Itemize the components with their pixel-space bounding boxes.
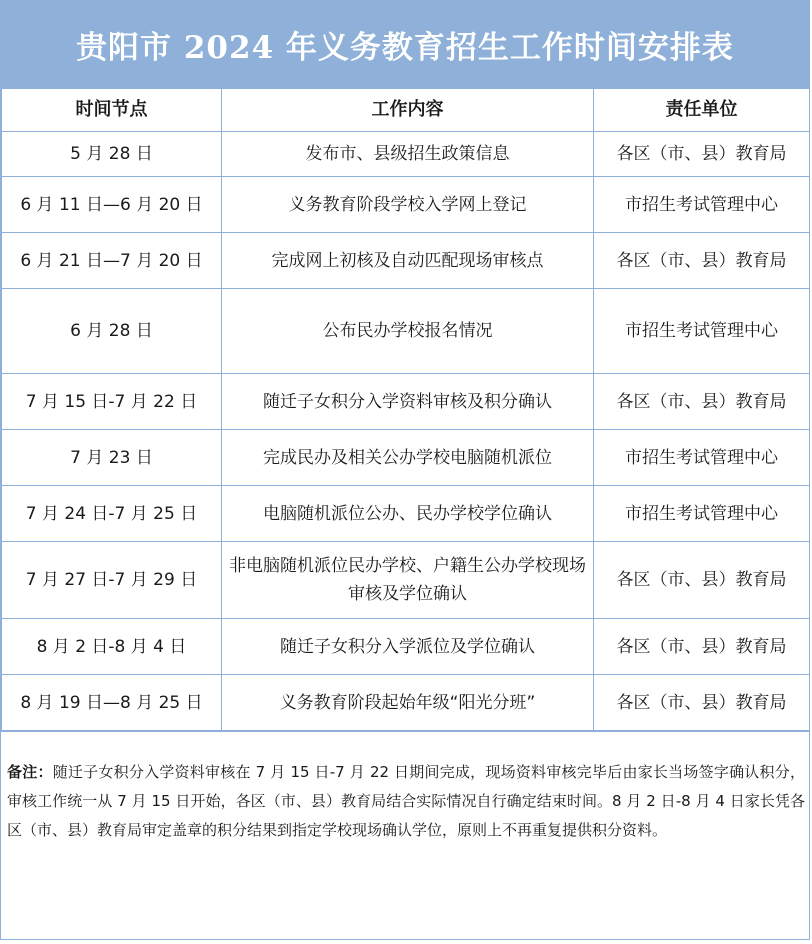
table-row <box>2 542 810 619</box>
cell-content: 完成民办及相关公办学校电脑随机派位 <box>222 430 594 486</box>
cell-time: 5 月 28 日 <box>2 132 222 177</box>
cell-time: 7 月 23 日 <box>2 430 222 486</box>
cell-content: 发布市、县级招生政策信息 <box>222 132 594 177</box>
table-header-row <box>2 89 810 132</box>
cell-unit: 市招生考试管理中心 <box>594 486 810 542</box>
cell-unit: 各区（市、县）教育局 <box>594 132 810 177</box>
cell-unit: 各区（市、县）教育局 <box>594 374 810 430</box>
table-row <box>2 132 810 177</box>
table-row <box>2 430 810 486</box>
table-row <box>2 374 810 430</box>
cell-time: 6 月 21 日—7 月 20 日 <box>2 233 222 289</box>
header-time: 时间节点 <box>2 89 222 132</box>
cell-content: 义务教育阶段起始年级“阳光分班” <box>222 675 594 731</box>
cell-unit: 各区（市、县）教育局 <box>594 542 810 619</box>
cell-content: 公布民办学校报名情况 <box>222 289 594 374</box>
cell-time: 7 月 24 日-7 月 25 日 <box>2 486 222 542</box>
cell-unit: 市招生考试管理中心 <box>594 177 810 233</box>
cell-content: 随迁子女积分入学派位及学位确认 <box>222 619 594 675</box>
remarks-label: 备注： <box>7 763 53 781</box>
table-row <box>2 675 810 731</box>
cell-content: 义务教育阶段学校入学网上登记 <box>222 177 594 233</box>
header-unit: 责任单位 <box>594 89 810 132</box>
cell-time: 6 月 11 日—6 月 20 日 <box>2 177 222 233</box>
cell-content: 电脑随机派位公办、民办学校学位确认 <box>222 486 594 542</box>
cell-time: 7 月 15 日-7 月 22 日 <box>2 374 222 430</box>
document-title: 贵阳市 2024 年义务教育招生工作时间安排表 <box>1 1 809 88</box>
schedule-table <box>1 88 810 731</box>
cell-time: 8 月 2 日-8 月 4 日 <box>2 619 222 675</box>
remarks-text: 随迁子女积分入学资料审核在 7 月 15 日-7 月 22 日期间完成，现场资料审核完毕后由家长当场签字确认积分，审核工作统一从 7 月 15 日开始，各区（市、县）教育局结合实际情况自行确定结束时间。8 月 2 日-8 月 4 日家长凭各区（市、县）教育局审定盖章的积分结果到指定学校现场确认学位，原则上不再重复提供积分资料。 <box>7 763 805 839</box>
cell-content: 随迁子女积分入学资料审核及积分确认 <box>222 374 594 430</box>
cell-content: 完成网上初核及自动匹配现场审核点 <box>222 233 594 289</box>
table-row <box>2 619 810 675</box>
table-row <box>2 289 810 374</box>
cell-content: 非电脑随机派位民办学校、户籍生公办学校现场审核及学位确认 <box>222 542 594 619</box>
header-content: 工作内容 <box>222 89 594 132</box>
cell-time: 8 月 19 日—8 月 25 日 <box>2 675 222 731</box>
cell-unit: 各区（市、县）教育局 <box>594 619 810 675</box>
table-row <box>2 177 810 233</box>
remarks-section <box>1 731 809 845</box>
cell-time: 6 月 28 日 <box>2 289 222 374</box>
cell-unit: 市招生考试管理中心 <box>594 430 810 486</box>
cell-unit: 市招生考试管理中心 <box>594 289 810 374</box>
table-row <box>2 486 810 542</box>
cell-unit: 各区（市、县）教育局 <box>594 675 810 731</box>
cell-time: 7 月 27 日-7 月 29 日 <box>2 542 222 619</box>
cell-unit: 各区（市、县）教育局 <box>594 233 810 289</box>
table-row <box>2 233 810 289</box>
